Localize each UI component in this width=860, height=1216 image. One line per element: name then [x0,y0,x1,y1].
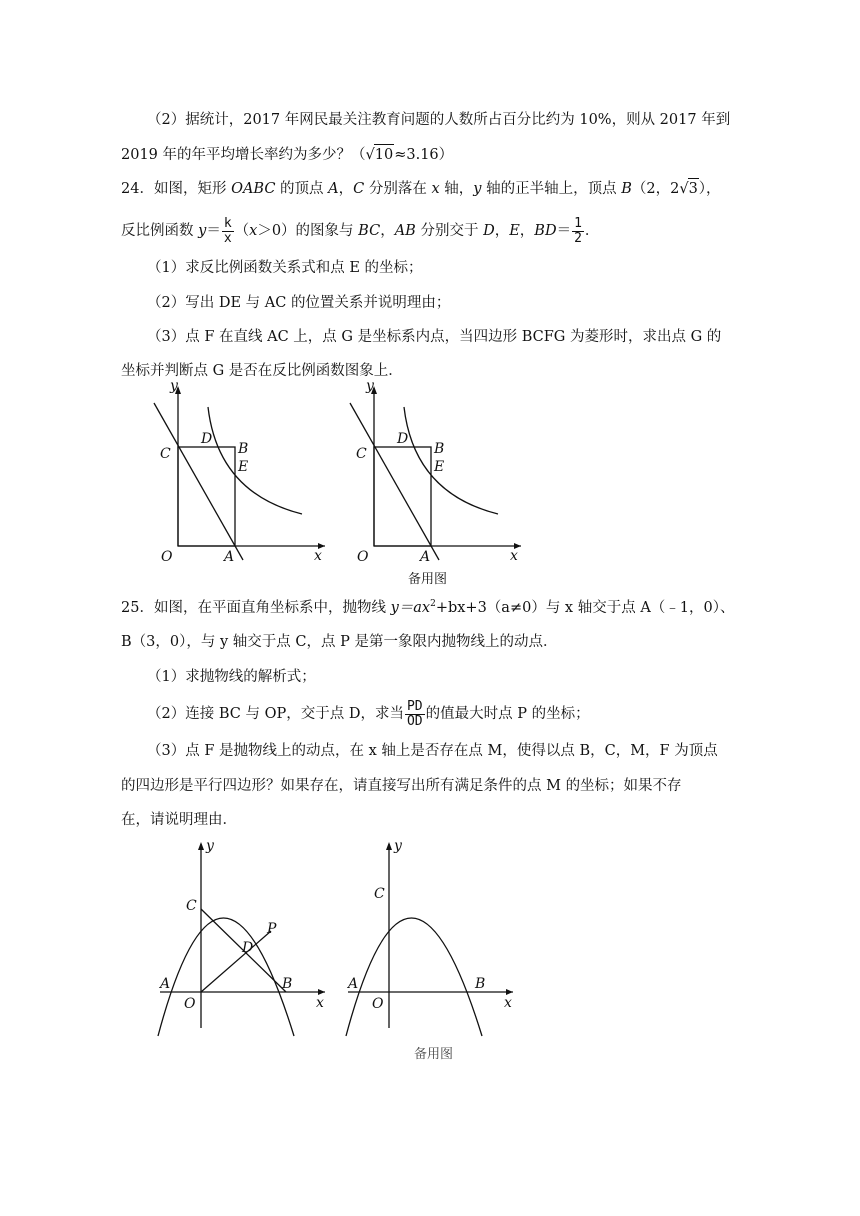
svg-text:E: E [238,459,249,475]
fraction-k-over-x: $\frac{k}{x}$ [223,215,232,246]
svg-text:D: D [397,431,409,447]
svg-text:B: B [282,976,293,992]
q24-figure-main [140,378,340,563]
q24-line2: 反比例函数 y＝ $\frac{k}{x}$ （x＞0）的图象与 BC，AB 分别交于 D，E，BD＝ $\frac{1}{2}$ ． [121,215,600,246]
svg-text:E: E [434,459,445,475]
svg-text:A: A [160,976,171,992]
q25-part3-line2: 的四边形是平行四边形？如果存在，请直接写出所有满足条件的点 M 的坐标；如果不存 [121,778,682,794]
svg-text:O: O [184,996,196,1012]
svg-text:y: y [170,378,178,394]
svg-text:x: x [316,995,324,1011]
svg-text:O: O [372,996,384,1012]
fraction-pd-over-od: $\frac{PD}{OD}$ [406,698,423,729]
svg-text:B: B [434,441,445,457]
svg-text:D: D [242,940,254,956]
svg-text:y: y [394,838,402,854]
svg-text:x: x [510,548,518,564]
svg-text:D: D [201,431,213,447]
sqrt-10: 10 [374,144,394,165]
fraction-one-half: $\frac{1}{2}$ [574,215,582,246]
q24-part3-line2: 坐标并判断点 G 是否在反比例函数图象上． [121,363,403,379]
svg-text:A: A [348,976,359,992]
svg-text:O: O [161,549,173,565]
svg-text:O: O [357,549,369,565]
svg-text:C: C [160,446,171,462]
q24-part3-line1: （3）点 F 在直线 AC 上，点 G 是坐标系内点，当四边形 BCFG 为菱形时，求出点 G 的 [147,329,722,345]
svg-text:P: P [267,921,277,937]
svg-text:C: C [374,886,385,902]
q24-line1: 24．如图，矩形 OABC 的顶点 A，C 分别落在 x 轴，y 轴的正半轴上，顶点 B（2，2√3）， [121,178,721,199]
svg-text:A: A [420,549,431,565]
svg-text:y: y [206,838,214,854]
q25-line1: 25．如图，在平面直角坐标系中，抛物线 $y=ax^2+bx+3(a\ne 0)$与 x 轴交于点 A（﹣1，0）、 [121,599,735,616]
q24-caption: 备用图 [408,572,448,587]
q24-part1: （1）求反比例函数关系式和点 E 的坐标； [147,260,423,276]
q24-figure-spare [336,378,536,563]
q25-line2: B（3，0），与 y 轴交于点 C，点 P 是第一象限内抛物线上的动点． [121,634,558,650]
svg-text:B: B [475,976,486,992]
q23-part2-line2: 2019 年的年平均增长率约为多少？（√10≈3.16） [121,144,453,165]
q25-figure-main [150,838,335,1033]
svg-text:x: x [314,548,322,564]
svg-text:A: A [224,549,235,565]
q25-figure-spare [338,838,523,1033]
svg-text:y: y [366,378,374,394]
q25-part3-line1: （3）点 F 是抛物线上的动点，在 x 轴上是否存在点 M，使得以点 B，C，M，F 为顶点 [147,743,718,759]
q23-part2-line1: （2）据统计，2017 年网民最关注教育问题的人数所占百分比约为 10%，则从 2017 年到 [147,112,731,128]
q25-part2: （2）连接 BC 与 OP，交于点 D，求当 $\frac{PD}{OD}$ 的值最大时点 P 的坐标； [147,698,590,729]
svg-text:C: C [186,898,197,914]
q25-part1: （1）求抛物线的解析式； [147,669,316,685]
svg-text:C: C [356,446,367,462]
q25-part3-line3: 在，请说明理由． [121,812,237,828]
q25-caption: 备用图 [414,1047,454,1062]
svg-text:B: B [238,441,249,457]
q24-part2: （2）写出 DE 与 AC 的位置关系并说明理由； [147,295,451,311]
svg-text:x: x [504,995,512,1011]
